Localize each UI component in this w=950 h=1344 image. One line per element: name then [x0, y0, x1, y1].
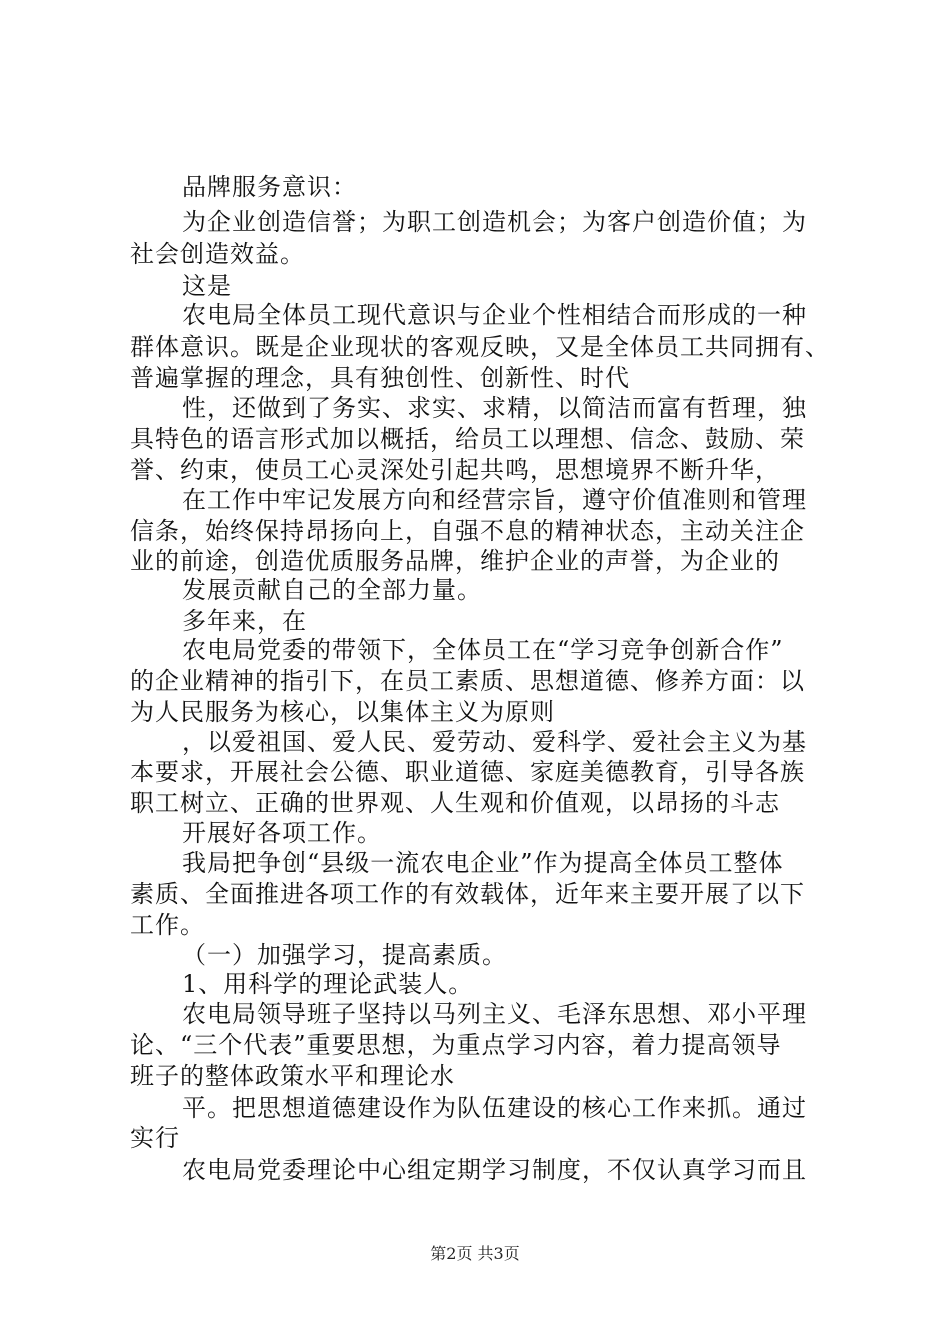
text-line: 业的前途，创造优质服务品牌，维护企业的声誉，为企业的 — [130, 547, 780, 575]
text-line: 职工树立、正确的世界观、人生观和价值观，以昂扬的斗志 — [130, 789, 780, 817]
text-line: 农电局党委的带领下，全体员工在“学习竞争创新合作” — [182, 636, 784, 664]
text-line: 本要求，开展社会公德、职业道德、家庭美德教育，引导各族 — [130, 758, 805, 786]
text-line: 素质、全面推进各项工作的有效载体，近年来主要开展了以下 — [130, 880, 805, 908]
text-line: 性，还做到了务实、求实、求精，以简洁而富有哲理，独 — [182, 394, 807, 422]
text-line: 品牌服务意识： — [182, 173, 357, 201]
text-line: 农电局党委理论中心组定期学习制度，不仅认真学习而且 — [182, 1156, 807, 1184]
text-line: 的企业精神的指引下，在员工素质、思想道德、修养方面：以 — [130, 667, 805, 695]
text-line: 为人民服务为核心，以集体主义为原则 — [130, 698, 555, 726]
text-line: 平。把思想道德建设作为队伍建设的核心工作来抓。通过 — [182, 1094, 807, 1122]
text-line: 开展好各项工作。 — [182, 819, 382, 847]
text-line: 在工作中牢记发展方向和经营宗旨，遵守价值准则和管理 — [182, 486, 807, 514]
text-line: 群体意识。既是企业现状的客观反映，又是全体员工共同拥有、 — [130, 333, 830, 361]
section-heading: （一）加强学习，提高素质。 — [182, 941, 507, 969]
text-line: 誉、约束，使员工心灵深处引起共鸣，思想境界不断升华， — [130, 456, 780, 484]
text-line: 为企业创造信誉；为职工创造机会；为客户创造价值；为 — [182, 208, 807, 236]
text-line: 发展贡献自己的全部力量。 — [182, 576, 482, 604]
text-line: 农电局全体员工现代意识与企业个性相结合而形成的一种 — [182, 301, 807, 329]
text-line: 多年来，在 — [182, 607, 307, 635]
text-line: 实行 — [130, 1124, 180, 1152]
text-line: 社会创造效益。 — [130, 240, 305, 268]
page-footer: 第2页 共3页 — [430, 1244, 520, 1263]
text-line: 论、“三个代表”重要思想，为重点学习内容，着力提高领导 — [130, 1031, 782, 1059]
text-line: 我局把争创“县级一流农电企业”作为提高全体员工整体 — [182, 849, 784, 877]
text-line: 农电局领导班子坚持以马列主义、毛泽东思想、邓小平理 — [182, 1000, 807, 1028]
subsection-heading: 1、用科学的理论武装人。 — [182, 970, 474, 998]
text-line: 班子的整体政策水平和理论水 — [130, 1062, 455, 1090]
text-line: 信条，始终保持昂扬向上，自强不息的精神状态，主动关注企 — [130, 517, 805, 545]
text-line: 这是 — [182, 272, 232, 300]
text-line: 具特色的语言形式加以概括，给员工以理想、信念、鼓励、荣 — [130, 425, 805, 453]
text-line: 工作。 — [130, 911, 205, 939]
text-line: ，以爱祖国、爱人民、爱劳动、爱科学、爱社会主义为基 — [182, 728, 807, 756]
text-line: 普遍掌握的理念，具有独创性、创新性、时代 — [130, 364, 630, 392]
